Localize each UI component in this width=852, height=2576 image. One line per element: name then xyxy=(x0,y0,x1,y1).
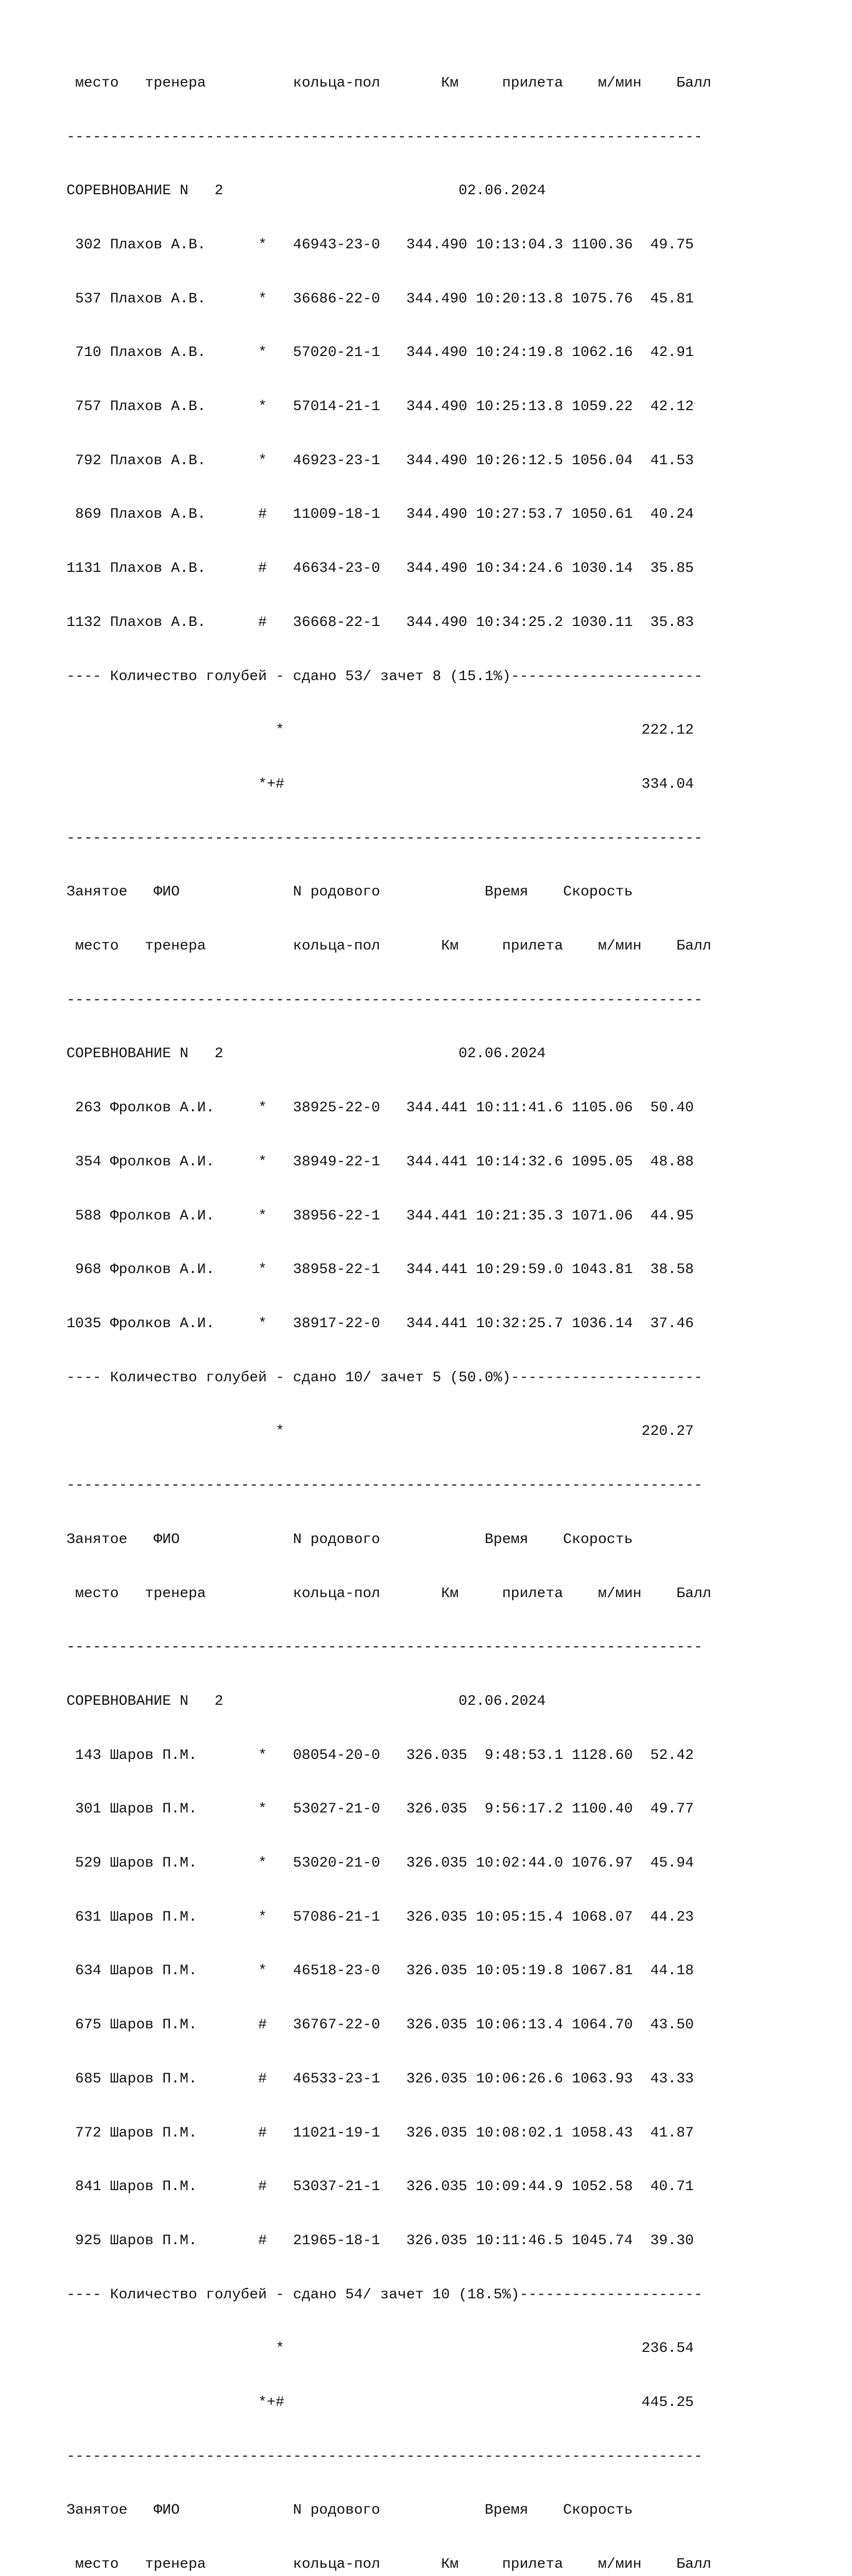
result-row: 529 Шаров П.М. * 53020-21-0 326.035 10:02:44.0 1076.97 45.94 xyxy=(66,1855,694,1872)
total-line: *+# 445.25 xyxy=(66,2395,694,2411)
total-line: *+# 334.04 xyxy=(66,776,694,792)
competition-header: СОРЕВНОВАНИЕ N 2 02.06.2024 xyxy=(66,1046,546,1062)
result-row: 631 Шаров П.М. * 57086-21-1 326.035 10:05:15.4 1068.07 44.23 xyxy=(66,1909,694,1925)
competition-header: СОРЕВНОВАНИЕ N 2 02.06.2024 xyxy=(66,183,546,199)
result-row: 710 Плахов А.В. * 57020-21-1 344.490 10:24:19.8 1062.16 42.91 xyxy=(66,345,694,361)
result-row: 588 Фролков А.И. * 38956-22-1 344.441 10:21:35.3 1071.06 44.95 xyxy=(66,1208,694,1224)
result-row: 1035 Фролков А.И. * 38917-22-0 344.441 10:32:25.7 1036.14 37.46 xyxy=(66,1315,694,1332)
separator-line: ------------------------------------------------------------------------- xyxy=(66,830,703,846)
result-row: 841 Шаров П.М. # 53037-21-1 326.035 10:09:44.9 1052.58 40.71 xyxy=(66,2179,694,2195)
result-row: 968 Фролков А.И. * 38958-22-1 344.441 10:29:59.0 1043.81 38.58 xyxy=(66,1262,694,1278)
total-line: * 222.12 xyxy=(66,722,694,739)
result-row: 301 Шаров П.М. * 53027-21-0 326.035 9:56:17.2 1100.40 49.77 xyxy=(66,1801,694,1818)
report-sheet xyxy=(66,39,711,2576)
column-header-line: Занятое ФИО N родового Время Скорость xyxy=(66,2502,633,2519)
result-row: 143 Шаров П.М. * 08054-20-0 326.035 9:48:53.1 1128.60 52.42 xyxy=(66,1747,694,1764)
column-header-line: Занятое ФИО N родового Время Скорость xyxy=(66,884,633,901)
column-header-line: место тренера кольца-пол Км прилета м/мин Балл xyxy=(66,2556,711,2573)
result-row: 869 Плахов А.В. # 11009-18-1 344.490 10:27:53.7 1050.61 40.24 xyxy=(66,506,694,523)
separator-line: ------------------------------------------------------------------------- xyxy=(66,2448,703,2465)
result-row: 792 Плахов А.В. * 46923-23-1 344.490 10:26:12.5 1056.04 41.53 xyxy=(66,452,694,469)
result-row: 1131 Плахов А.В. # 46634-23-0 344.490 10:34:24.6 1030.14 35.85 xyxy=(66,561,694,577)
result-row: 354 Фролков А.И. * 38949-22-1 344.441 10:14:32.6 1095.05 48.88 xyxy=(66,1154,694,1170)
result-row: 685 Шаров П.М. # 46533-23-1 326.035 10:06:26.6 1063.93 43.33 xyxy=(66,2071,694,2087)
result-row: 302 Плахов А.В. * 46943-23-0 344.490 10:13:04.3 1100.36 49.75 xyxy=(66,236,694,253)
result-row: 537 Плахов А.В. * 36686-22-0 344.490 10:20:13.8 1075.76 45.81 xyxy=(66,291,694,307)
separator-line: ------------------------------------------------------------------------- xyxy=(66,992,703,1008)
separator-line: ------------------------------------------------------------------------- xyxy=(66,1639,703,1656)
summary-line: ---- Количество голубей - сдано 54/ зачет 10 (18.5%)--------------------- xyxy=(66,2286,703,2303)
result-row: 634 Шаров П.М. * 46518-23-0 326.035 10:05:19.8 1067.81 44.18 xyxy=(66,1963,694,1979)
column-header-line: Занятое ФИО N родового Время Скорость xyxy=(66,1531,633,1548)
column-header-line: место тренера кольца-пол Км прилета м/мин Балл xyxy=(66,938,711,955)
result-row: 263 Фролков А.И. * 38925-22-0 344.441 10:11:41.6 1105.06 50.40 xyxy=(66,1100,694,1116)
total-line: * 236.54 xyxy=(66,2341,694,2357)
result-row: 1132 Плахов А.В. # 36668-22-1 344.490 10:34:25.2 1030.11 35.83 xyxy=(66,614,694,631)
separator-line: ------------------------------------------------------------------------- xyxy=(66,1478,703,1494)
result-row: 925 Шаров П.М. # 21965-18-1 326.035 10:11:46.5 1045.74 39.30 xyxy=(66,2232,694,2249)
result-row: 675 Шаров П.М. # 36767-22-0 326.035 10:06:13.4 1064.70 43.50 xyxy=(66,2017,694,2033)
separator-line: ------------------------------------------------------------------------- xyxy=(66,129,703,145)
summary-line: ---- Количество голубей - сдано 10/ зачет 5 (50.0%)---------------------- xyxy=(66,1369,703,1386)
column-header-line: место тренера кольца-пол Км прилета м/мин Балл xyxy=(66,1585,711,1602)
summary-line: ---- Количество голубей - сдано 53/ зачет 8 (15.1%)---------------------- xyxy=(66,668,703,685)
result-row: 772 Шаров П.М. # 11021-19-1 326.035 10:08:02.1 1058.43 41.87 xyxy=(66,2125,694,2141)
column-header-line: место тренера кольца-пол Км прилета м/мин Балл xyxy=(66,75,711,91)
competition-header: СОРЕВНОВАНИЕ N 2 02.06.2024 xyxy=(66,1693,546,1709)
total-line: * 220.27 xyxy=(66,1423,694,1440)
result-row: 757 Плахов А.В. * 57014-21-1 344.490 10:25:13.8 1059.22 42.12 xyxy=(66,399,694,415)
